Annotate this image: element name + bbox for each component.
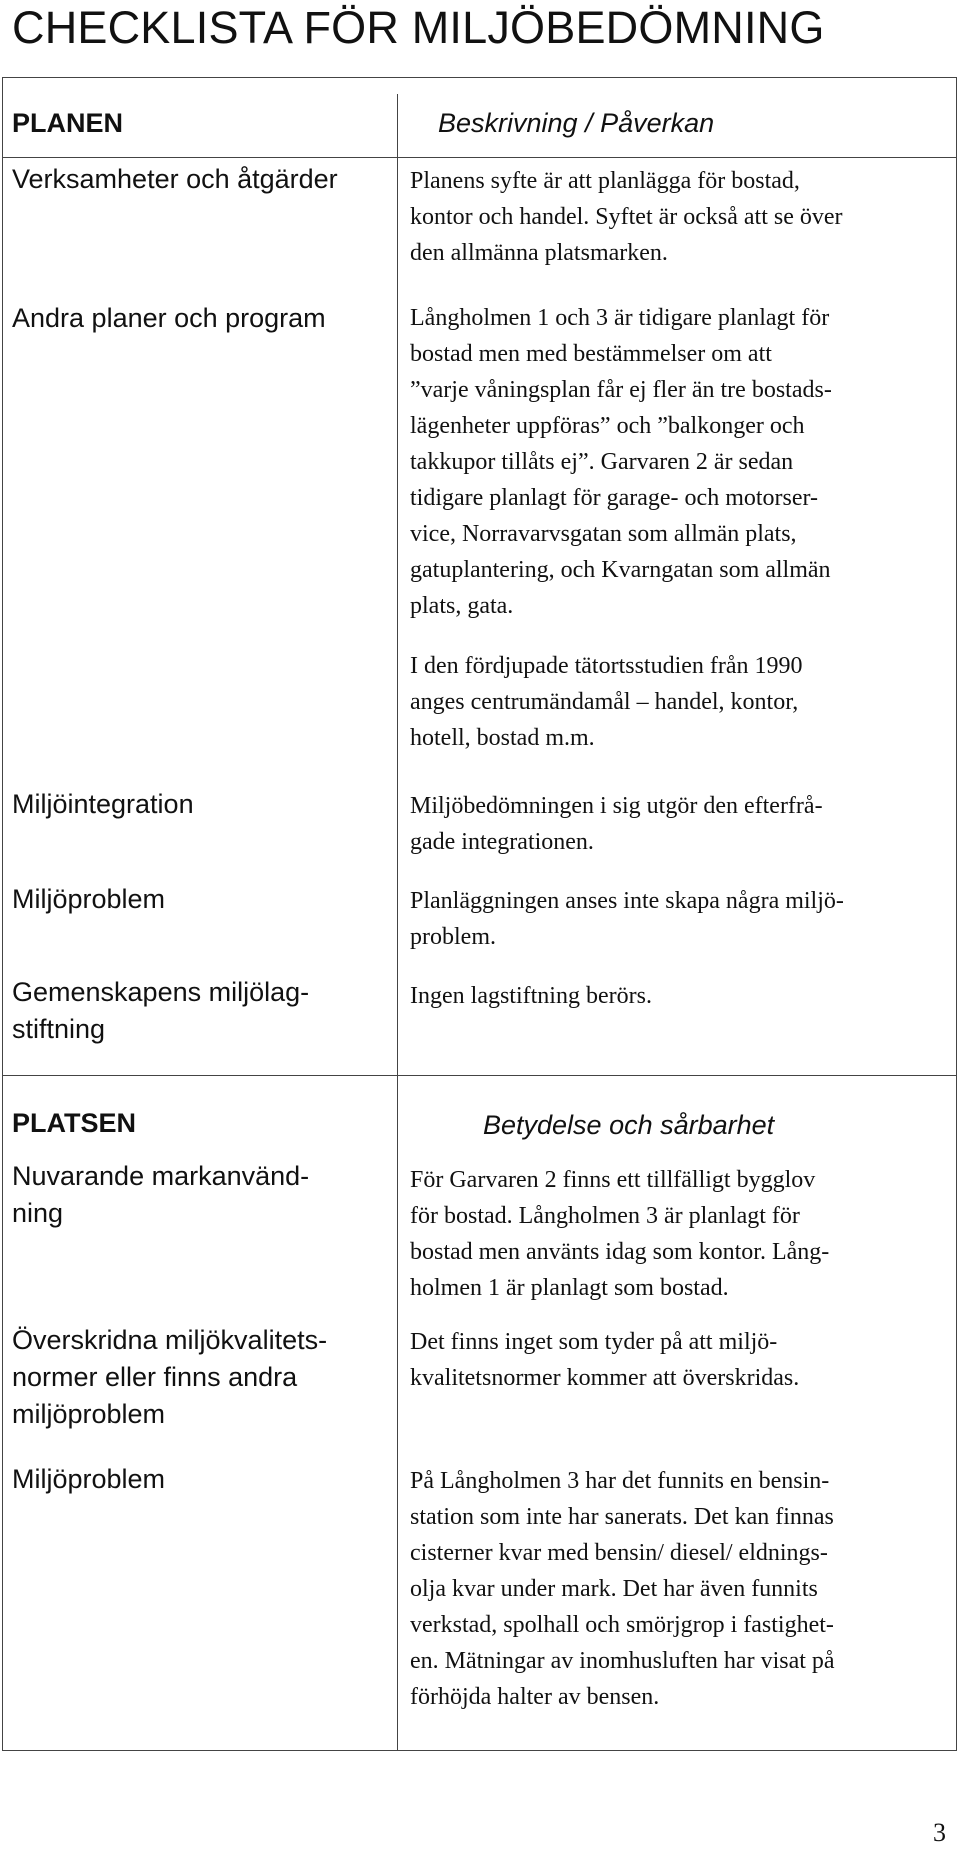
platsen-description-header: Betydelse och sårbarhet — [483, 1110, 775, 1140]
row-label-gemenskapens: Gemenskapens miljölag- stiftning — [12, 977, 310, 1044]
row-desc-miljointegration: Miljöbedömningen i sig utgör den efterfrå- gade integrationen. — [410, 793, 823, 855]
row-desc-verksamheter: Planens syfte är att planlägga för bostad, kontor och handel. Syftet är också att se över den allmänna platsmarken. — [410, 168, 843, 266]
row-desc-andra-planer: Långholmen 1 och 3 är tidigare planlagt för bostad men med bestämmelser om att ”varje våningsplan får ej fler än tre bostads- lägenheter uppföras” och ”balkonger och takkupor tillåts ej”. Garvaren 2 är sedan tidigare planlagt för garage- och motorser- vice, Norravarvsgatan som allmän plats, gatuplantering, och Kvarngatan som allmän plats, gata. I den fördjupade tätortsstudien från 1990 anges centrumändamål – handel, kontor, hotell, bostad m.m. — [410, 305, 832, 751]
row-desc-miljoproblem: Planläggningen anses inte skapa några miljö- problem. — [410, 888, 844, 950]
row-desc-platsen-miljoproblem: På Långholmen 3 har det funnits en bensin- station som inte har sanerats. Det kan finnas cisterner kvar med bensin/ diesel/ eldnings- olja kvar under mark. Det har även funnits verkstad, spolhall och smörjgrop i fastighet- en. Mätningar av inomhusluften har visat på förhöjda halter av bensen. — [410, 1468, 835, 1710]
row-label-nuvarande-markanvandning: Nuvarande markanvänd- ning — [12, 1161, 310, 1228]
planen-header-divider — [2, 157, 957, 158]
row-label-miljointegration: Miljöintegration — [12, 789, 194, 819]
row-desc-gemenskapens: Ingen lagstiftning berörs. — [410, 983, 652, 1009]
row-label-miljoproblem: Miljöproblem — [12, 884, 166, 914]
row-label-overskridna-normer: Överskridna miljökvalitets- normer eller finns andra miljöproblem — [12, 1325, 328, 1429]
planen-column-divider — [397, 94, 398, 1076]
platsen-header: PLATSEN — [12, 1108, 137, 1138]
page-number: 3 — [933, 1818, 946, 1847]
planen-header: PLANEN — [12, 108, 124, 138]
page-title: CHECKLISTA FÖR MILJÖBEDÖMNING — [12, 2, 825, 53]
platsen-column-divider — [397, 1076, 398, 1751]
planen-description-header: Beskrivning / Påverkan — [438, 108, 715, 138]
row-label-platsen-miljoproblem: Miljöproblem — [12, 1464, 166, 1494]
row-label-andra-planer: Andra planer och program — [12, 303, 326, 333]
row-label-verksamheter: Verksamheter och åtgärder — [12, 164, 338, 194]
row-desc-nuvarande-markanvandning: För Garvaren 2 finns ett tillfälligt bygglov för bostad. Långholmen 3 är planlagt för bostad men använts idag som kontor. Lång- holmen 1 är planlagt som bostad. — [410, 1167, 830, 1301]
row-desc-overskridna-normer: Det finns inget som tyder på att miljö- kvalitetsnormer kommer att överskridas. — [410, 1329, 800, 1391]
